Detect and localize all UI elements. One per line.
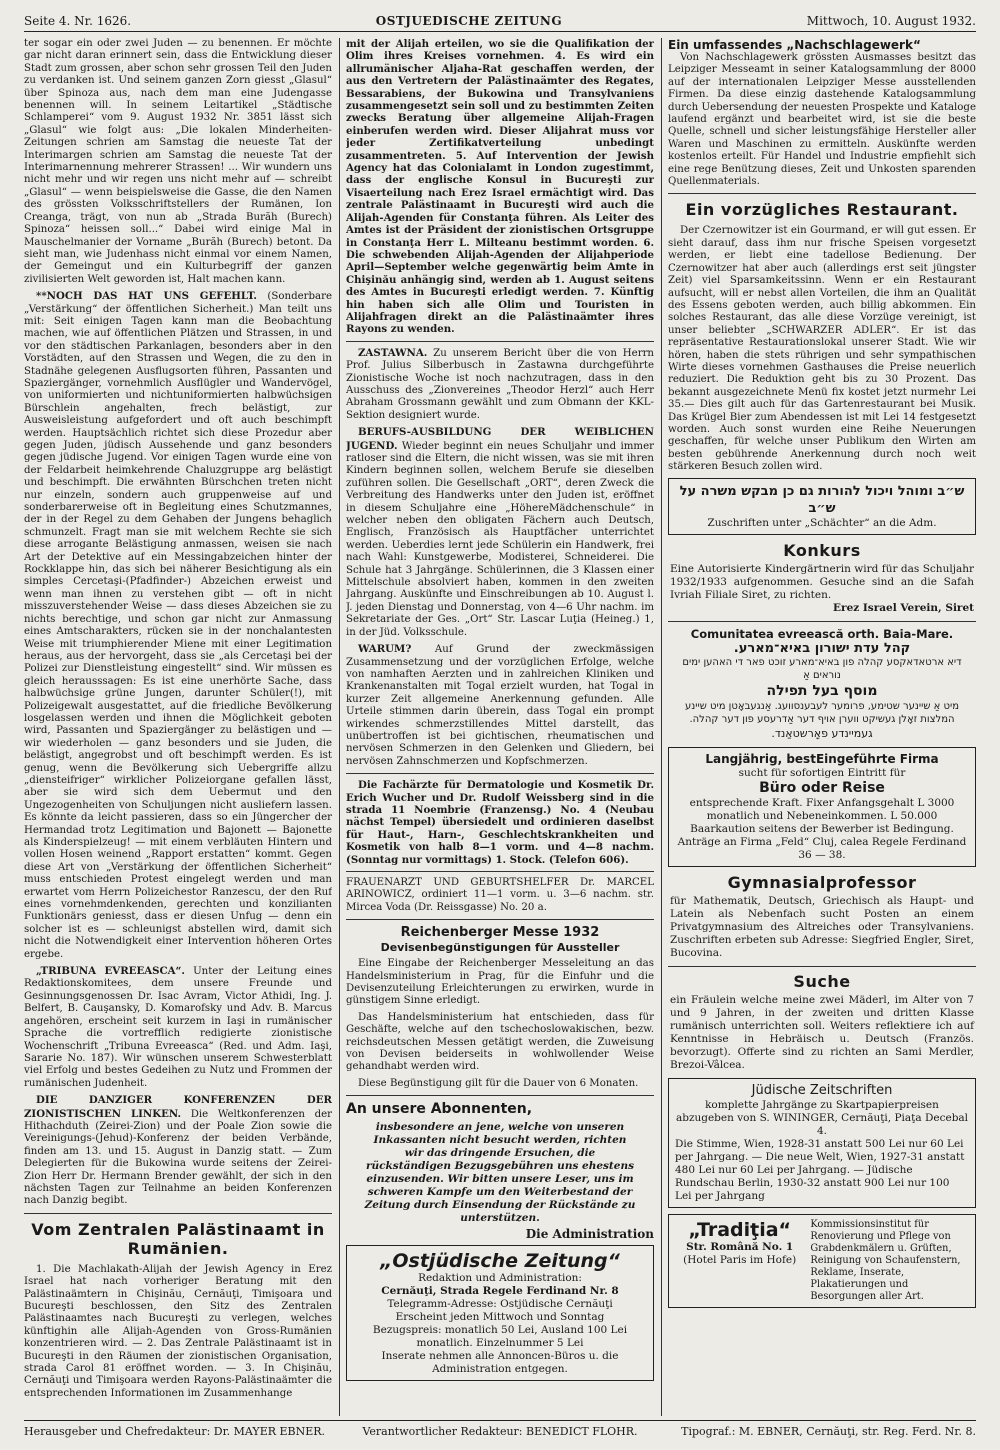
hebrew-text: קהל עדת ישורון באיא־מארע. bbox=[733, 640, 911, 656]
ad-title: Langjährig, bestEingeführte Firma bbox=[705, 751, 939, 766]
article-text: Unter der Leitung eines Redaktionskomitees, dem unsere Freunde und Gesinnungsgenossen Dr. Isac Avram, Victor Athidi, Ing. J. Belfert, B. Cauşansky, D. Komarofsky und Adv. B. Marcus angehören, erscheint seit kurzem in Iaşi in rumänischer Sprache die vortrefflich redigierte zionistische Wochenschrift „Tribuna Evreeasca“ (Red. und Adm. Iaşi, Sararie No. 187). Wir wünschen unserem Schwesterblatt viel Erfolg und bestes Gedeihen zu Nutz und Frommen der rumänischen Judenheit. bbox=[24, 966, 332, 1089]
article-heading: „TRIBUNA EVREEASCA“. bbox=[36, 965, 185, 978]
article-paragraph: mit der Alijah erteilen, wo sie die Qualifikation der Olim ihres Kreises vornehmen. 4. Es wird ein allrumänischer Aljaha-Rat geschaffen werden, der aus den Vertretern der Palästinaämter des Regates, Bessarabiens, der Bukowina und Transylvaniens zusammengesetzt sein soll und zu bestimmten Zeiten zwecks Beratung über allgemeine Alijah-Fragen einberufen werden wird. Dieser Alijahrat muss vor jeder Zertifikatverteilung unbedingt zusammentreten. 5. Auf Intervention der Jewish Agency hat das Colonialamt in London zugestimmt, dass der englische Konsul in Bucureşti zur Visaerteilung nach Erez Israel ermächtigt wird. Das zentrale Palästinaamt in Bucureşti wird auch die Alijah-Agenden für Constanţa führen. Als Leiter des Amtes ist der Präsident der zionistischen Ortsgruppe in Constanţa Herr L. Milteanu bestimmt worden. 6. Die schwebenden Alijah-Agenden der Alijahperiode April—September welche gegenwärtig beim Amte in Chişinău anhängig sind, werden ab 1. August seitens des Amtes in Bucureşti erledigt werden. 7. Künftig hin haben sich alle Olim und Touristen in Alijahfragen direkt an die Palästinaämter ihres Rayons zu wenden. bbox=[346, 38, 654, 336]
ad-title: Suche bbox=[793, 971, 851, 991]
ad-line: Büro oder Reise bbox=[759, 779, 885, 796]
ad-line: für Mathematik, Deutsch, Griechisch als Haupt- und Latein als Nebenfach sucht Posten an einem Privatgymnasium des Altreiches oder Transylvaniens. Zuschriften erbeten sub Adresse: Siegfried Engler, Siret, Bucovina. bbox=[670, 894, 974, 959]
masthead-line: Cernăuţi, Strada Regele Ferdinand Nr. 8 bbox=[381, 1284, 619, 1297]
ad-line: ein Fräulein welche meine zwei Mäderl, im Alter von 7 und 9 Jahren, in der zweiten und dritten Klasse rumänisch unterrichten soll. Weiters reflektiere ich auf Kenntnisse in Hebräisch u. Deutsch (Französ. bevorzugt). Offerte sind zu richten an Sami Merdler, Brezoi-Vâlcea. bbox=[670, 993, 974, 1071]
baia-mare-ad bbox=[668, 627, 976, 741]
ad-title: Ein umfassendes „Nachschlagewerk“ bbox=[668, 38, 921, 52]
gymnasialprofessor-ad bbox=[668, 873, 976, 960]
messe-subtitle: Devisenbegünstigungen für Aussteller bbox=[380, 941, 620, 955]
publisher: Herausgeber und Chefredakteur: Dr. MAYER EBNER. bbox=[24, 1425, 326, 1438]
article-text: Wieder beginnt ein neues Schuljahr und immer ratloser sind die Eltern, die nicht wissen, was sie mit ihren Kindern beginnen sollen, welchem Berufe sie dieselben zuführen sollen. Die Gesellschaft „ORT“, deren Zweck die Verbreitung des Handwerks unter den Juden ist, eröffnet in diesem Schuljahre eine „HöhereMädchenschule“ in welcher neben den obligaten Fächern auch Deutsch, Englisch, Französisch als Hauptfächer unterrichtet werden. Ueberdies lernt jede Schülerin ein Handwerk, frei nach Wahl: Kunstgewerbe, Modisterei, Schneiderei. Die Schule hat 3 Jahrgänge. Schülerinnen, die 3 Klassen einer Mittelschule absolviert haben, kommen in den zweiten Jahrgang. Auskünfte und Einschreibungen ab 10. August l. J. jeden Dienstag und Donnerstag, von 4—6 Uhr nachm. im Sekretariate der Ges. „Ort“ Str. Lascar Luţia (Heineg.) 1, in der Jüd. Volksschule. bbox=[346, 440, 654, 638]
article-heading: **NOCH DAS HAT UNS GEFEHLT. bbox=[36, 290, 257, 303]
masthead-title: „Ostjüdische Zeitung“ bbox=[380, 1249, 620, 1272]
article-text: Die Weltkonferenzen der Hithachduth (Zeirei-Zion) und der Poale Zion sowie die Vereinigungs-(Jehud)-Konferenz der beiden Verbände, finden am 13. und 15. August in Danzig statt. — Zum Delegierten für die Bukowina wurde seitens der Zeirei-Zion Herr Dr. Hermann Brender gewählt, der sich in den nächsten Tagen zur Teilnahme an beiden Konferenzen nach Danzig begibt. bbox=[24, 1108, 332, 1207]
newspaper-title: OSTJUEDISCHE ZEITUNG bbox=[375, 13, 563, 28]
section-title: Vom Zentralen Palästinaamt in Rumänien. bbox=[31, 1219, 325, 1258]
ad-title: „Tradiţia“ bbox=[688, 1218, 792, 1241]
article-paragraph bbox=[346, 347, 654, 422]
hebrew-text: מוסף בעל תפילה bbox=[766, 682, 878, 699]
masthead-line: Redaktion und Administration: bbox=[418, 1271, 582, 1284]
article-paragraph bbox=[24, 1094, 332, 1208]
divider bbox=[346, 871, 654, 872]
konkurs-ad bbox=[668, 541, 976, 615]
article-text: (Sonderbare „Verstärkung“ der öffentlichen Sicherheit.) Man teilt uns mit: Seit einigen Tagen kann man die Beobachtung machen, wie auf öffentlichen Plätzen und Strassen, in und vor den städtischen Parkanlagen, besonders aber in den Vorstädten, auf den Strassen und Wegen, die zu den in Stadnähe gelegenen Ausflugsorten führen, Passanten und Spaziergänger, vornehmlich Ausflügler und Wandervögel, von uniformierten und nichtuniformierten halbwüchsigen Bürschlein angehalten, frech belästigt, zur Ausweisleistung aufgefordert und oft auch beschimpft werden. Hauptsächlich richtet sich diese Prozedur aber gegen Juden, jüdisch Aussehende und ganz besonders gegen jüdische Jugend. Vor einigen Tagen wurde eine von der Feldarbeit heimkehrende Chaluzgruppe arg belästigt und beschimpft. Die erwähnten Bürschchen treten nicht nur einzeln, sondern auch gruppenweise auf und sonderbarerweise oft in Begleitung eines Schutzmannes, der in der Regel zu dem Gehaben der Jungens behaglich schmunzelt. Fragt man sie mit welchem Rechte sie sich diese arrogante Belästigung anmassen, weisen sie nach Art der Detektive auf ein Messingabzeichen hinter der Rockklappe hin, das sich bei näherer Besichtigung als ein simples Cercetaşi-(Pfadfinder-) Abzeichen erweist und wenn man ihnen zu verstehen gibt — oft in nicht misszuverstehender Weise — dass dieses Abzeichen sie zu nichts berechtige, und schon gar nicht zur Anmassung eines Amtscharakters, rücken sie in der nonchalantesten Weise mit triumphierender Miene mit einer Legitimation heraus, aus der hervorgeht, dass sie „als Cercetaşi bei der Polizei zur Dienstleistung eingestellt“ sind. Wir müssen es gleich herausssagen: Es ist eine unerhörte Sache, dass halbwüchsige grüne Jungen, darunter Schüler(!), mit Polizeigewalt ausgestattet, auf die friedliche Bevölkerung losgelassen werden und ihnen die Möglichkeit geboten wird, Passanten und Spaziergänger zu belästigen und — wir wiederholen — ganz besonders und sie Juden, die belästigt, angegrobst und oft beschimpft werden. Es ist genug, wenn die Bevölkerung sich Uebergriffe allzu „diensteifriger“ wirklicher Polizeiorgane gefallen lässt, aber sie wird sich dem Uebermut und den Ungezogenheiten von Schuljungen nicht ausliefern lassen. Es könnte da leicht passieren, dass so ein Jüngercher der Hermandad trotz Legitimation und Bajonett — Bajonette als Kinderspielzeug! — mit einem verbläuten Hintern und vollen Hosen weinend „Rapport erstatten“ kommt. Gegen diese Art von „Verstärkung der öffentlichen Sicherheit“ muss entschieden Protest eingelegt werden und man erwartet vom Herrn Polizeichestor Ranzescu, der den Ruf eines vornehmdenkenden, gerechten und konzilianten Funktionärs geniesst, dass er diesen Unfug — denn ein solcher ist es — schleunigst abstellen wird, damit sich nicht die Notwendigkeit einer Intervention höheren Ortes ergebe. bbox=[24, 291, 332, 960]
imprint-footer bbox=[24, 1420, 976, 1442]
column-divider bbox=[339, 38, 340, 1416]
messe-title: Reichenberger Messe 1932 bbox=[400, 925, 600, 941]
ad-line: Zuschriften unter „Schächter“ an die Adm. bbox=[707, 516, 937, 529]
printer: Tipograf.: M. EBNER, Cernăuţi, str. Reg. Ferd. Nr. 8. bbox=[681, 1425, 976, 1438]
ad-line: komplette Jahrgänge zu Skartpapierpreisen abzugeben von S. WININGER, Cernăuţi, Piaţa Decebal 4. bbox=[675, 1098, 969, 1137]
ad-title: Konkurs bbox=[783, 540, 861, 560]
column-divider bbox=[661, 38, 662, 1416]
masthead-line: Telegramm-Adresse: Ostjüdische Cernăuţi bbox=[387, 1297, 613, 1310]
administration-signature: Die Administration bbox=[525, 1227, 654, 1242]
firma-ad bbox=[668, 747, 976, 867]
suche-ad bbox=[668, 972, 976, 1072]
article-heading: DIE DANZIGER KONFERENZEN DER ZIONISTISCHEN LINKEN. bbox=[24, 1094, 332, 1120]
article-paragraph: Diese Begünstigung gilt für die Dauer von 6 Monaten. bbox=[358, 1077, 639, 1089]
ad-title: Gymnasialprofessor bbox=[727, 872, 917, 892]
divider bbox=[668, 966, 976, 967]
hebrew-text: דיא ארטאדאקסע קהלה פון באיא־מארע זוכט פאר די האהען ימים נוראים אַ bbox=[682, 656, 962, 681]
ad-line: Die Stimme, Wien, 1928-31 anstatt 500 Lei nur 60 Lei per Jahrgang. — Die neue Welt, Wien, 1927-31 anstatt 480 Lei nur 60 Lei per Jahrgang. — Jüdische Rundschau Berlin, 1930-32 anstatt 900 Lei nur 100 Lei per Jahrgang bbox=[675, 1137, 965, 1202]
hebrew-text: מיט אַ שיינער שטימע, פרומער לעבענסוועג. אַנגעבאָטן מיט שיינע המלצות זאָלן געשיקט ווערן אויף דער אַדרעסע פון דער קהלה. bbox=[684, 700, 959, 725]
article-paragraph bbox=[346, 426, 654, 639]
article-text: Zu unserem Bericht über die von Herrn Prof. Julius Silberbusch in Zastawna durchgeführte Zionistische Woche ist noch nachzutragen, dass in den Ausschuss des „Zionvereines „Theodor Herzl“ auch Herr Abraham Grossmann gewählt und zum Obmann der KKL-Sektion designiert wurde. bbox=[346, 347, 654, 421]
article-heading: BERUFS-AUSBILDUNG DER WEIBLICHEN JUGEND. bbox=[346, 426, 654, 452]
ad-line: (Hotel Paris im Hofe) bbox=[683, 1253, 797, 1266]
subscribers-notice-text: insbesondere an jene, welche von unseren Inkassanten nicht besucht werden, richten wir das dringende Ersuchen, die rückständigen Bezugsgebühren uns ehestens einzusenden. Wir bitten unsere Leser, uns im schweren Kampfe um den Weiterbestand der Zeitung durch Einsendung der Rückstände zu unterstützen. bbox=[364, 1121, 636, 1225]
article-text: Auf Grund der zweckmässigen Zusammensetzung und der vorzüglichen Erfolge, welche von namhaften Aerzten und in zahlreichen Kliniken und Krankenanstalten mit Togal erzielt wurden, hat Togal in kurzer Zeit allgemeine Anerkennung gefunden. Alle Urteile stimmen darin überein, dass Togal ein prompt wirkendes schmerzstillendes Mittel darstellt, das unübertroffen ist bei gichtischen, rheumatischen und nervösen Schmerzen in den Gelenken und Gliedern, bei nervösen Zahnschmerzen und Kopfschmerzen. bbox=[346, 644, 654, 767]
traditia-left bbox=[675, 1219, 804, 1303]
masthead-line: Inserate nehmen alle Annoncen-Büros u. die Administration entgegen. bbox=[381, 1349, 619, 1375]
masthead-line: Bezugspreis: monatlich 50 Lei, Ausland 100 Lei monatlich. Einzelnummer 5 Lei bbox=[372, 1323, 628, 1349]
schaechter-ad bbox=[668, 478, 976, 535]
article-heading: WARUM? bbox=[358, 643, 412, 656]
article-paragraph: Eine Eingabe der Reichenberger Messeleitung an das Handelsministerium in Prag, für die Einfuhr und die Devisenzuteilung Erleichterungen zu erwirken, wurde in günstigem Sinne erledigt. bbox=[346, 958, 654, 1007]
ad-line: Kommissionsinstitut für Renovierung und Pflege von Grabdenkmälern u. Grüften, Reinigung von Schaufenstern, Reklame, Inserate, Plakatierungen und Besorgungen aller Art. bbox=[810, 1218, 961, 1302]
ad-title: Jüdische Zeitschriften bbox=[751, 1082, 893, 1098]
divider bbox=[346, 919, 654, 920]
divider bbox=[668, 193, 976, 194]
ad-title: Comunitatea evreească orth. Baia-Mare. bbox=[690, 626, 954, 641]
doctor-notice: Die Fachärzte für Dermatologie und Kosmetik Dr. Erich Wucher und Dr. Rudolf Weissberg sind in die strada 11 Noembrie (Franzensg.) No. 4 (Neubau nächst Tempel) übersiedelt und ordinieren daselbst für Haut-, Harn-, Geschlechtskrankheiten und Kosmetik von halb 8—1 vorm. und 4—8 nachm. (Sonntag nur vormittags) 1. Stock. (Telefon 606). bbox=[346, 779, 654, 866]
ad-line: sucht für sofortigen Eintritt für bbox=[738, 766, 906, 779]
hebrew-text: ש״ב ומוהל ויכול להורות גם כן מבקש משרה על ש״ב bbox=[679, 483, 965, 516]
running-head bbox=[24, 10, 976, 32]
article-paragraph: 1. Die Machlakath-Alijah der Jewish Agency in Erez Israel hat nach vorheriger Beratung mit den Palästinaämtern in Chişinău, Cernăuţi, Timişoara und Bucureşti beschlossen, den Sitz des Zentralen Palästinaamtes nach Bucureşti zu verlegen, welches künftighin alle Alijah-Agenden von Gross-Rumänien konzentrieren wird. — 2. Das Zentrale Palästinaamt ist in Bucureşti in den Räumen der zionistischen Organisation, strada Carol 81 eröffnet worden. — 3. In Chişinău, Cernăuţi und Timişoara werden Rayons-Palästinaämter die entsprechenden Informationen im Zusammenhange bbox=[24, 1263, 332, 1399]
divider bbox=[24, 1213, 332, 1214]
ad-line: Eine Autorisierte Kindergärtnerin wird für das Schuljahr 1932/1933 aufgenommen. Gesuche sind an die Safah Ivriah Filiale Siret, zu richten. bbox=[670, 562, 974, 601]
article-paragraph bbox=[24, 290, 332, 961]
doctor-notice: FRAUENARZT UND GEBURTSHELFER Dr. MARCEL ARINOWICZ, ordiniert 11—1 vorm. u. 3—6 nachm. str. Mircea Voda (Dr. Reissgasse) No. 20 a. bbox=[346, 877, 654, 913]
article-paragraph: Das Handelsministerium hat entschieden, dass für Geschäfte, welche auf den tschechoslowakischen, bezw. reichsdeutschen Messen getätigt werden, die Zuweisung von Devisen beiderseits in wohlwollender Weise gehandhabt werden wird. bbox=[346, 1011, 654, 1073]
divider bbox=[346, 341, 654, 342]
responsible-editor: Verantwortlicher Redakteur: BENEDICT FLOHR. bbox=[362, 1425, 638, 1438]
article-paragraph: ter sogar ein oder zwei Juden — zu benennen. Er möchte gar nicht daran erinnert sein, dass die Entwicklung dieser Stadt zum grossen, aber schon sehr grossen Teil den Juden zu verdanken ist. Und seinem ganzen Zorn giesst „Glasul“ über Spinoza aus, nach dem man eine Judengasse benennen will. In seinem Leitartikel „Städtische Schlamperei“ vom 9. August 1932 Nr. 3851 lässt sich „Glasul“ wie folgt aus: „Die lokalen Minderheiten-Zeitungen schrien am Samstag die neueste Tat der Interimargen schrien am Samstag die neueste Tat der Interimarnennung mehrerer Strassen! ... Wir wundern uns nicht mehr und wir regen uns nicht mehr auf — schreibt „Glasul“ — wenn beispielsweise die Gasse, die den Namen des grössten Volksschriftstellers der Rumänen, Ion Creanga, trägt, von nun ab „Strada Burăh (Burech) Spinoza“ heissen soll...“ Dabei wird einige Mal in Mauschelmanier der Vorname „Burăh (Burech) betont. Da sieht man, wie Judenhass nicht einmal vor einem Namen, der Gemeingut und ein Kulturbegriff der ganzen zivilisierten Welt geworden ist, Halt machen kann. bbox=[24, 38, 332, 285]
column-2 bbox=[346, 38, 654, 1416]
article-paragraph bbox=[24, 965, 332, 1090]
masthead-box bbox=[346, 1245, 654, 1381]
column-1 bbox=[24, 38, 332, 1416]
article-paragraph bbox=[346, 643, 654, 768]
hebrew-text: געמיינדע פאָרשטאַנד. bbox=[771, 726, 873, 740]
traditia-ad bbox=[668, 1214, 976, 1308]
ad-signature: Erez Israel Verein, Siret bbox=[833, 601, 974, 614]
article-heading: ZASTAWNA. bbox=[358, 346, 428, 359]
ad-line: Anträge an Firma „Feld“ Cluj, calea Regele Ferdinand 36 — 38. bbox=[677, 835, 967, 861]
ad-text: Von Nachschlagewerk grössten Ausmasses besitzt das Leipziger Messeamt in seiner Katalogsammlung der 8000 auf der internationalen Leipziger Messe ausstellenden Firmen. Da diese einzig dastehende Katalogsammlung durch Uebersendung der neuesten Prospekte und Kataloge laufend ergänzt und bearbeitet wird, ist sie die beste Quelle, schnell und sicher leistungsfähige Hersteller aller Waren und Maschinen zu ermitteln. Auskünfte werden kostenlos erteilt. Für Handel und Industrie empfiehlt sich eine rege Benützung dieses, Zeit und Unkosten sparenden Quellenmaterials. bbox=[668, 52, 976, 188]
subscribers-notice-title: An unsere Abonnenten, bbox=[346, 1101, 533, 1118]
ad-line: entsprechende Kraft. Fixer Anfangsgehalt L 3000 monatlich und Nebeneinkommen. L 50.000 Baarkaution seitens der Bewerber ist Bedingung. bbox=[689, 796, 955, 835]
ad-title: Ein vorzügliches Restaurant. bbox=[685, 200, 959, 220]
ad-text: Der Czernowitzer ist ein Gourmand, er will gut essen. Er sieht darauf, dass ihm nur frische Speisen vorgesetzt werden, er liebt eine tadellose Bedienung. Der Czernowitzer hat aber auch (allerdings erst seit jüngster Zeit) viel Sparsamkeitssinn. Wenn er ein Restaurant aufsucht, will er nebst allen Vorteilen, die ihm an Qualität des Essens geboten werden, auch billig abkommen. Ein solches Restaurant, das alle diese Vorzüge vereinigt, ist unser beliebter „SCHWARZER ADLER“. Er ist das repräsentative Restaurationslokal unserer Stadt. Wie wir hören, haben die stets rührigen und sehr sympathischen Wirte dieses vornehmen Gasthauses die Preise neuerlich reduziert. Die Reduktion geht bis zu 30 Prozent. Das bekannt ausgezeichnete Menü fix kostet jetzt nurmehr Lei 35.— Dies gilt auch für das Gartenrestaurant bei Musik. Das Krügel Bier zum Abendessen ist mit Lei 14 festgesetzt worden. Auch sonst wurden eine Reihe Neuerungen geschaffen, für welche unser Publikum den Wirten am besten gebührende Anerkennung durch noch weit stärkeren Besuch zollen wird. bbox=[668, 225, 976, 473]
divider bbox=[668, 621, 976, 622]
column-3 bbox=[668, 38, 976, 1416]
masthead-line: Erscheint jeden Mittwoch und Sonntag bbox=[395, 1310, 605, 1323]
ad-line: Str. Română No. 1 bbox=[686, 1240, 794, 1253]
zeitschriften-ad bbox=[668, 1078, 976, 1208]
issue-date: Mittwoch, 10. August 1932. bbox=[806, 13, 976, 28]
divider bbox=[346, 773, 654, 774]
divider bbox=[346, 1095, 654, 1096]
page-number: Seite 4. Nr. 1626. bbox=[24, 13, 132, 28]
